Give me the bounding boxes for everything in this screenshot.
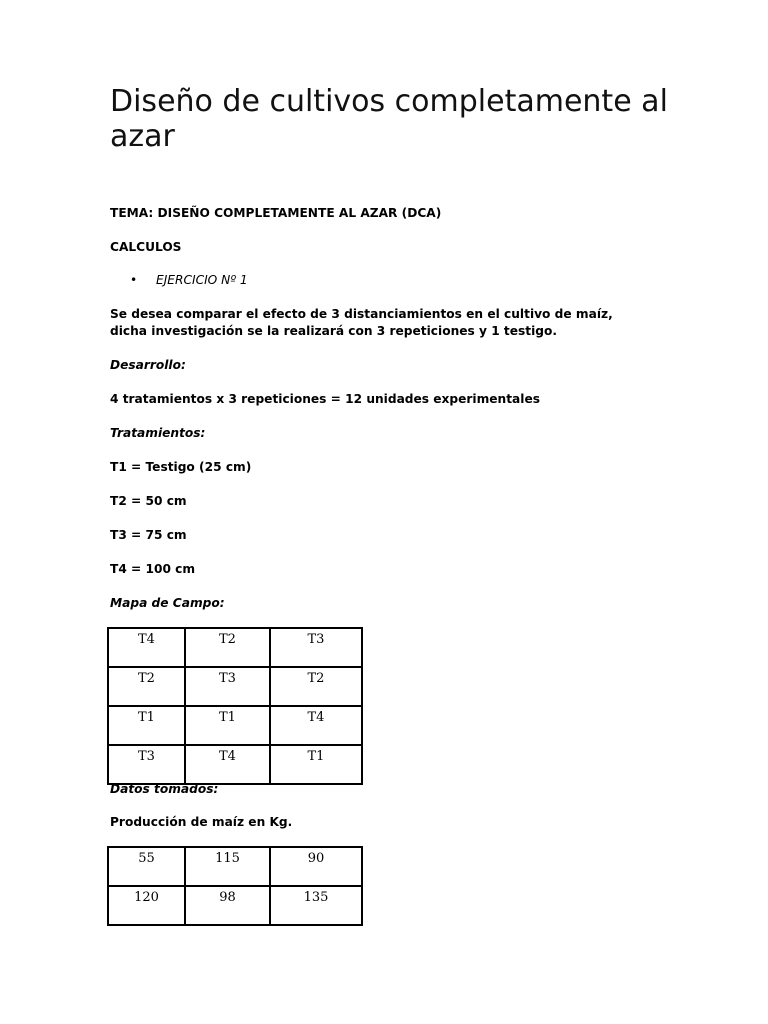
table-cell: T1: [108, 706, 185, 745]
table-cell: T2: [185, 628, 270, 667]
table-cell: T2: [108, 667, 185, 706]
table-cell: T1: [185, 706, 270, 745]
table-cell: 115: [185, 847, 270, 886]
bullet-icon: •: [130, 273, 138, 287]
table-cell: 135: [270, 886, 362, 925]
topic-line: TEMA: DISEÑO COMPLETAMENTE AL AZAR (DCA): [110, 206, 442, 220]
table-cell: T4: [270, 706, 362, 745]
treatment-line: T3 = 75 cm: [110, 528, 187, 542]
development-heading: Desarrollo:: [110, 358, 186, 372]
table-cell: T4: [108, 628, 185, 667]
table-row: [108, 847, 362, 886]
field-map-table: [107, 627, 363, 785]
table-cell: T4: [185, 745, 270, 784]
table-cell: 98: [185, 886, 270, 925]
experimental-units-line: 4 tratamientos x 3 repeticiones = 12 unidades experimentales: [110, 392, 540, 406]
table-row: [108, 706, 362, 745]
production-caption: Producción de maíz en Kg.: [110, 815, 293, 829]
table-row: [108, 628, 362, 667]
data-heading: Datos tomados:: [110, 782, 219, 796]
production-data-table: [107, 846, 363, 926]
intro-line-1: Se desea comparar el efecto de 3 distanciamientos en el cultivo de maíz,: [110, 307, 613, 321]
exercise-label: EJERCICIO Nº 1: [156, 273, 248, 287]
treatment-line: T2 = 50 cm: [110, 494, 187, 508]
document-page: [110, 84, 670, 905]
exercise-bullet: [130, 272, 248, 289]
table-row: [108, 745, 362, 784]
table-cell: T2: [270, 667, 362, 706]
treatments-heading: Tratamientos:: [110, 426, 206, 440]
table-cell: T3: [108, 745, 185, 784]
treatment-line: T1 = Testigo (25 cm): [110, 460, 252, 474]
table-cell: 120: [108, 886, 185, 925]
treatment-line: T4 = 100 cm: [110, 562, 196, 576]
table-cell: 90: [270, 847, 362, 886]
table-cell: T1: [270, 745, 362, 784]
table-cell: T3: [185, 667, 270, 706]
page-title: Diseño de cultivos completamente al azar: [110, 84, 668, 154]
table-cell: 55: [108, 847, 185, 886]
calculations-heading: CALCULOS: [110, 240, 182, 254]
table-cell: T3: [270, 628, 362, 667]
field-map-heading: Mapa de Campo:: [110, 596, 225, 610]
table-row: [108, 886, 362, 925]
table-row: [108, 667, 362, 706]
intro-line-2: dicha investigación se la realizará con 3 repeticiones y 1 testigo.: [110, 324, 558, 338]
